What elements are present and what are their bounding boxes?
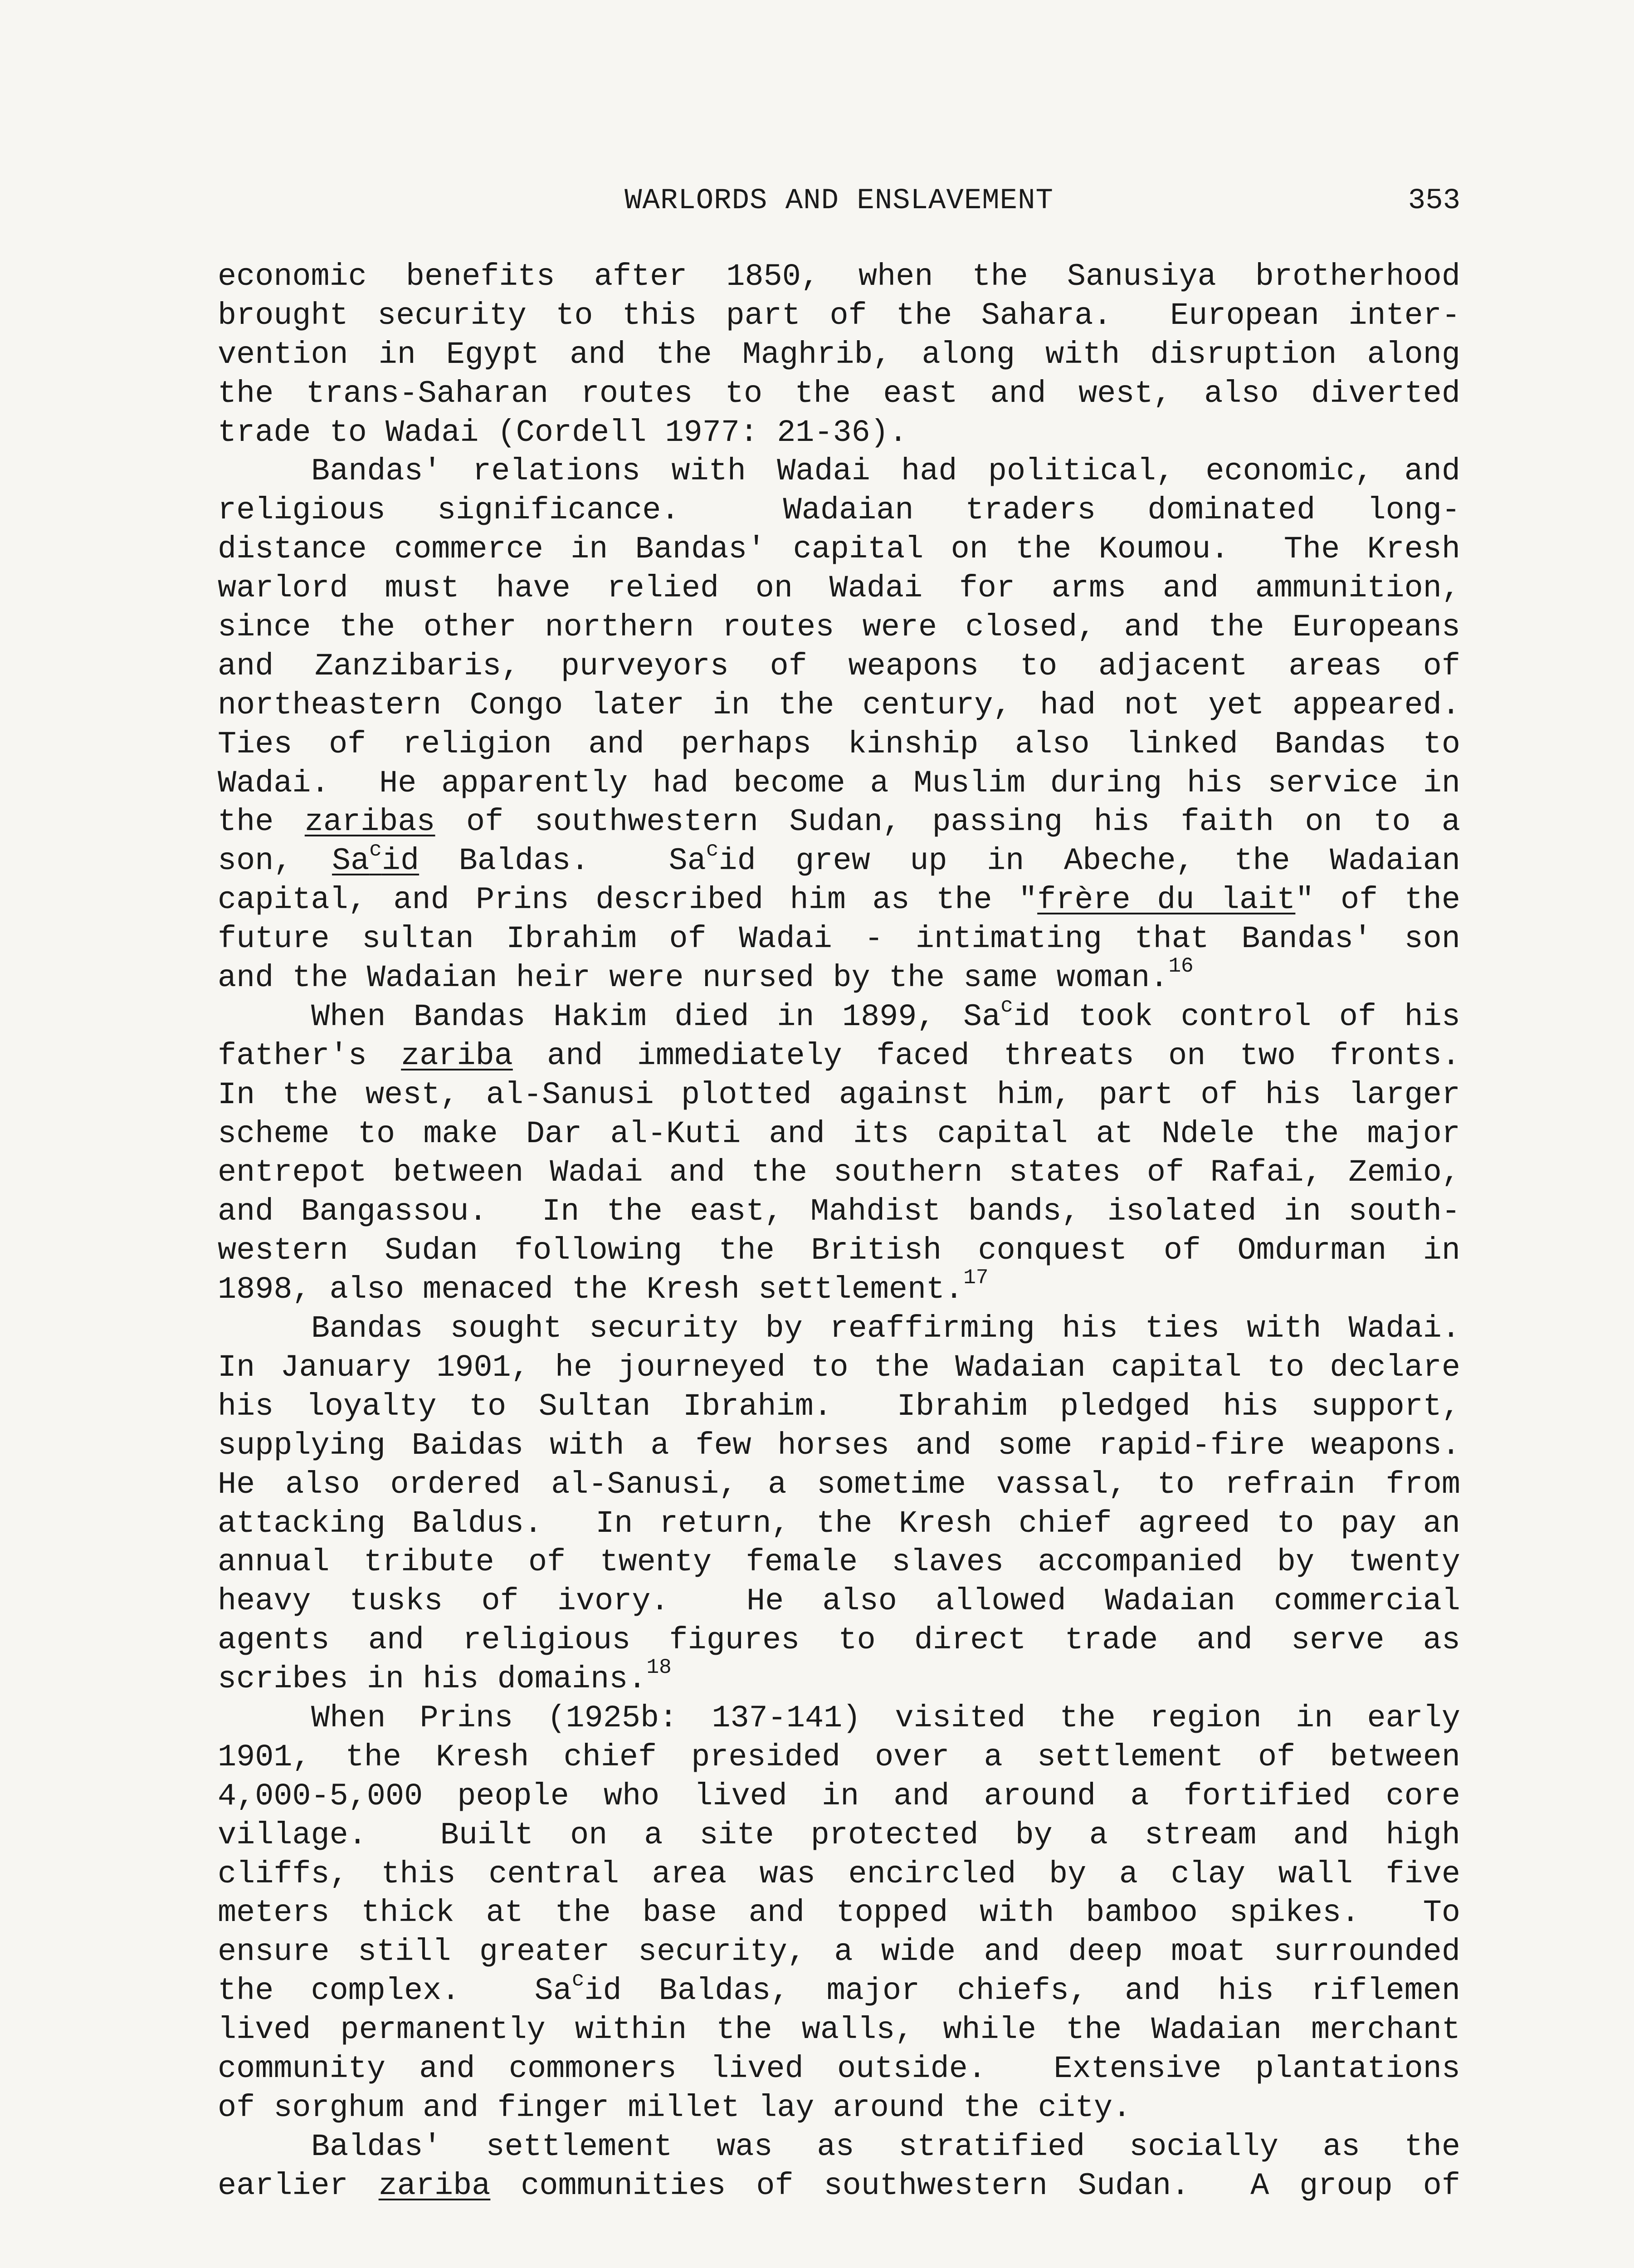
text-line: northeastern Congo later in the century, had not yet appeared. [218,687,1460,723]
text-line: lived permanently within the walls, while the Wadaian merchant [218,2012,1460,2048]
text-line: Baldas' settlement was as stratified socially as the [311,2129,1460,2165]
text-line: economic benefits after 1850, when the Sanusiya brotherhood [218,259,1460,294]
underlined-term: zariba [378,2168,491,2204]
ayn-marker: c [571,1968,585,1992]
footnote-marker: 16 [1168,954,1194,978]
text-line: scheme to make Dar al-Kuti and its capital at Ndele the major [218,1116,1460,1152]
text-line: vention in Egypt and the Maghrib, along with disruption along [218,337,1460,372]
page-number: 353 [1408,185,1460,217]
underlined-term: Sa$^c$id [332,838,419,879]
text-line: Ties of religion and perhaps kinship also linked Bandas to [218,726,1460,762]
text-line: In January 1901, he journeyed to the Wadaian capital to declare [218,1349,1460,1385]
text-line: his loyalty to Sultan Ibrahim. Ibrahim pledged his support, [218,1388,1460,1424]
text-line: distance commerce in Bandas' capital on the Koumou. The Kresh [218,532,1460,567]
text-line: son, Sa$^c$id Baldas. Sa$^c$id grew up in Abeche, the Wadaian [218,838,1460,879]
text-line: agents and religious figures to direct trade and serve as [218,1623,1460,1658]
text-line: brought security to this part of the Sahara. European inter- [218,298,1460,333]
footnote-marker: 17 [963,1266,989,1290]
text-line: meters thick at the base and topped with bamboo spikes. To [218,1895,1460,1931]
text-line: cliffs, this central area was encircled by a clay wall five [218,1856,1460,1892]
footnote-marker: 18 [646,1656,672,1680]
text-line: supplying Baidas with a few horses and some rapid-fire weapons. [218,1427,1460,1463]
ayn-marker: c [1000,994,1013,1018]
text-line: ensure still greater security, a wide and deep moat surrounded [218,1934,1460,1970]
text-line: and the Wadaian heir were nursed by the same woman.$^{16}$ [218,954,1194,996]
text-line: 1901, the Kresh chief presided over a settlement of between [218,1739,1460,1775]
text-line: When Bandas Hakim died in 1899, Sa$^c$id took control of his [311,994,1460,1035]
text-line: Bandas sought security by reaffirming his ties with Wadai. [311,1311,1460,1347]
ayn-marker: c [369,838,382,862]
text-line: western Sudan following the British conquest of Omdurman in [218,1233,1460,1269]
text-line: the complex. Sa$^c$id Baldas, major chiefs, and his riflemen [218,1968,1460,2009]
text-line: Wadai. He apparently had become a Muslim during his service in [218,765,1460,801]
text-line: Bandas' relations with Wadai had political, economic, and [311,454,1460,489]
text-line: capital, and Prins described him as the "frère du lait" of the [218,882,1461,918]
text-line: since the other northern routes were closed, and the Europeans [218,610,1460,645]
text-line: future sultan Ibrahim of Wadai - intimating that Bandas' son [218,921,1460,957]
text-line: scribes in his domains.$^{18}$ [218,1656,672,1697]
underlined-term: zariba [401,1038,513,1074]
text-line: community and commoners lived outside. Extensive plantations [218,2051,1460,2087]
running-head [218,181,1460,221]
text-line: When Prins (1925b: 137-141) visited the region in early [311,1700,1460,1736]
text-line: father's zariba and immediately faced threats on two fronts. [218,1038,1460,1074]
ayn-marker: c [706,838,719,862]
text-line: 4,000-5,000 people who lived in and around a fortified core [218,1778,1460,1814]
text-line: religious significance. Wadaian traders dominated long- [218,493,1460,528]
running-title: WARLORDS AND ENSLAVEMENT [624,185,1054,217]
text-line: and Zanzibaris, purveyors of weapons to adjacent areas of [218,648,1460,684]
text-line: the zaribas of southwestern Sudan, passing his faith on to a [218,804,1460,840]
text-line: the trans-Saharan routes to the east and west, also diverted [218,376,1460,411]
text-line: annual tribute of twenty female slaves accompanied by twenty [218,1545,1460,1580]
text-line: village. Built on a site protected by a stream and high [218,1817,1460,1853]
text-line: 1898, also menaced the Kresh settlement.$^{17}$ [218,1266,989,1308]
text-line: earlier zariba communities of southwestern Sudan. A group of [218,2168,1460,2204]
text-line: trade to Wadai (Cordell 1977: 21-36). [218,415,907,450]
text-line: In the west, al-Sanusi plotted against him, part of his larger [218,1077,1460,1113]
text-line: He also ordered al-Sanusi, a sometime vassal, to refrain from [218,1466,1460,1502]
text-line: and Bangassou. In the east, Mahdist bands, isolated in south- [218,1194,1460,1230]
text-line: heavy tusks of ivory. He also allowed Wadaian commercial [218,1584,1460,1619]
underlined-term: frère du lait [1037,882,1296,918]
text-line: of sorghum and finger millet lay around the city. [218,2090,1132,2126]
text-line: warlord must have relied on Wadai for arms and ammunition, [218,571,1460,606]
underlined-term: zaribas [304,804,435,840]
text-line: attacking Baldus. In return, the Kresh chief agreed to pay an [218,1505,1460,1541]
body-text [218,258,1460,2206]
text-line: entrepot between Wadai and the southern states of Rafai, Zemio, [218,1155,1460,1191]
